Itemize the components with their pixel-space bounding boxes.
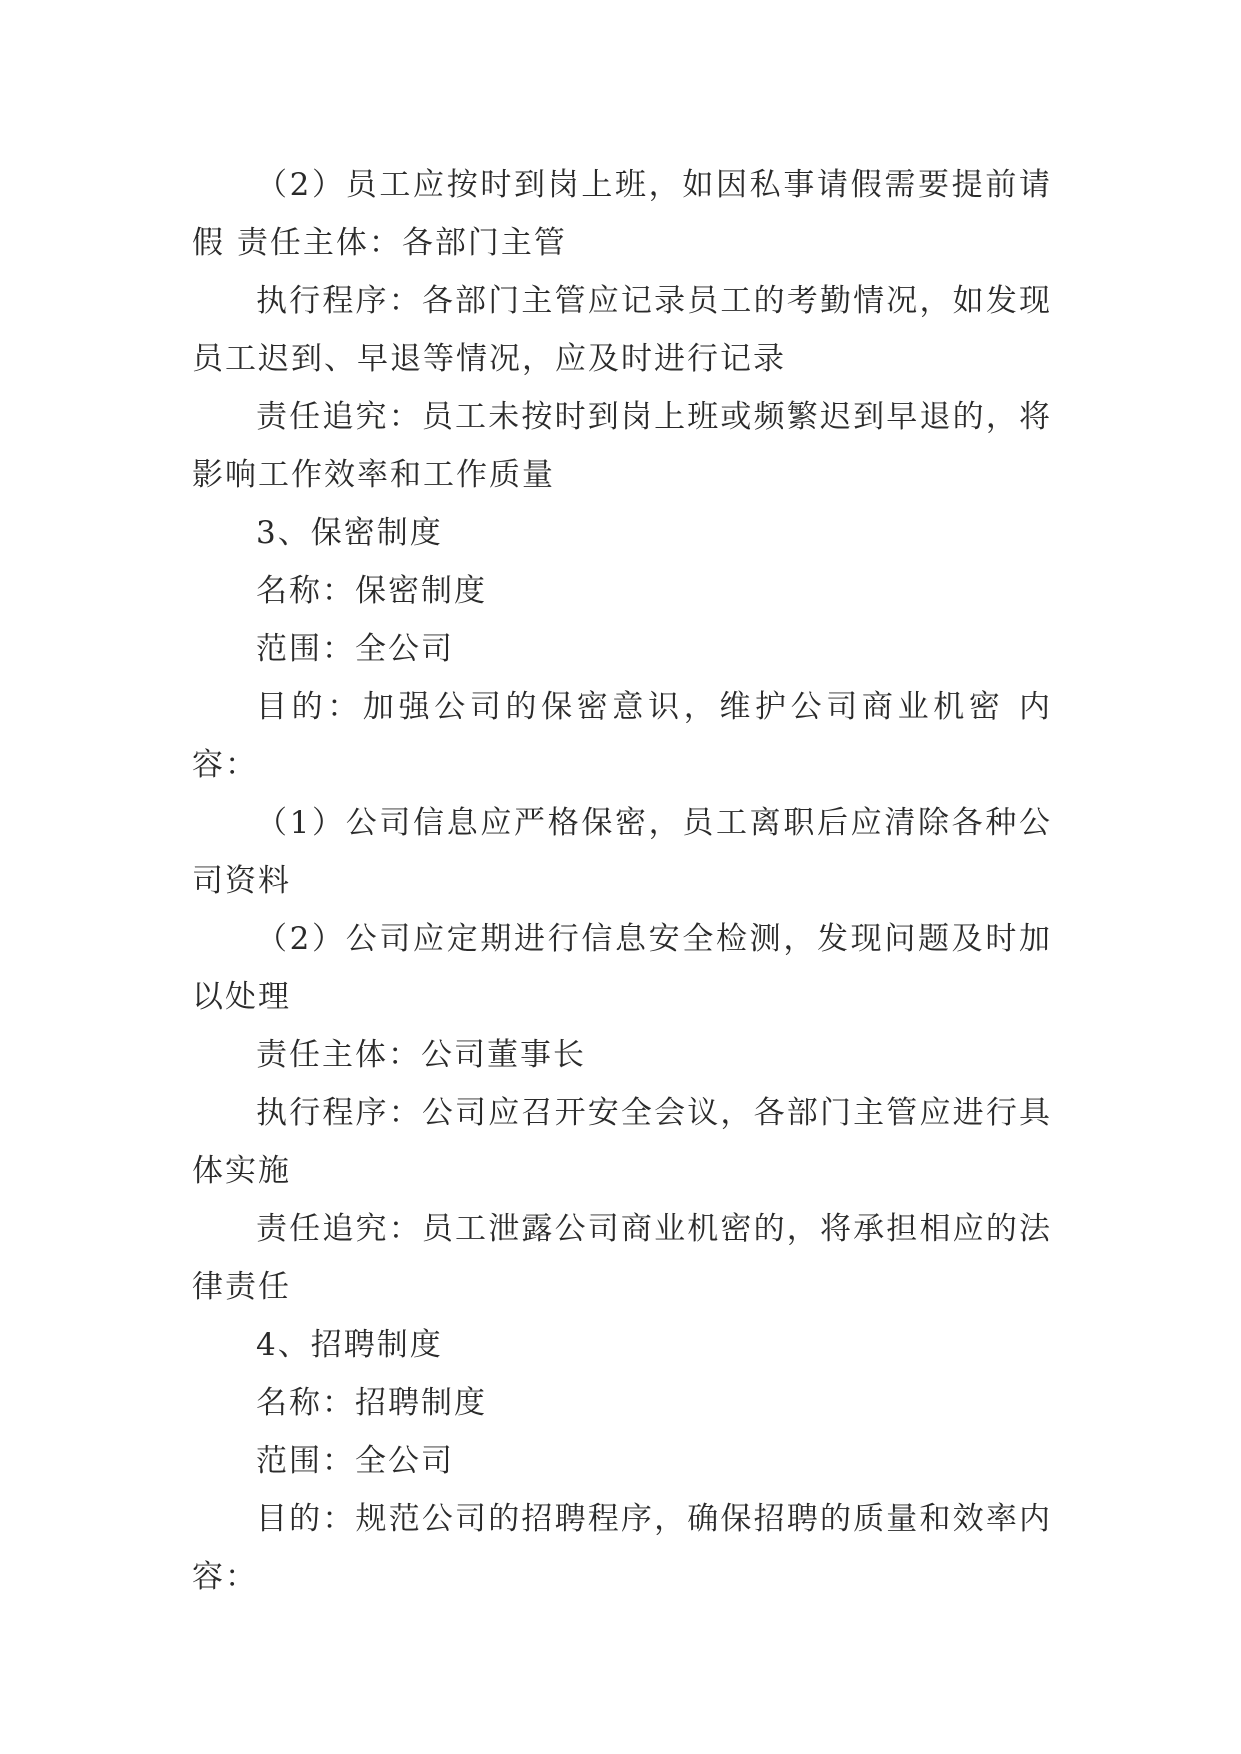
- document-body: [192, 156, 1052, 1606]
- paragraph: 名称：保密制度: [256, 573, 487, 609]
- paragraph: 范围：全公司: [256, 1443, 454, 1479]
- paragraph: 执行程序：公司应召开安全会议，各部门主管应进行具体实施: [192, 1095, 1052, 1189]
- paragraph: 目的：规范公司的招聘程序，确保招聘的质量和效率内容：: [192, 1501, 1052, 1595]
- paragraph: （1）公司信息应严格保密，员工离职后应清除各种公司资料: [192, 805, 1052, 899]
- paragraph: 范围：全公司: [256, 631, 454, 667]
- paragraph: 执行程序：各部门主管应记录员工的考勤情况，如发现员工迟到、早退等情况，应及时进行记录: [192, 283, 1052, 377]
- paragraph: 责任追究：员工泄露公司商业机密的，将承担相应的法律责任: [192, 1211, 1052, 1305]
- section-heading: 3、保密制度: [256, 515, 443, 551]
- section-heading: 4、招聘制度: [256, 1327, 443, 1363]
- paragraph: 责任追究：员工未按时到岗上班或频繁迟到早退的，将影响工作效率和工作质量: [192, 399, 1052, 493]
- paragraph: 目的：加强公司的保密意识，维护公司商业机密 内容：: [192, 689, 1052, 783]
- paragraph: （2）员工应按时到岗上班，如因私事请假需要提前请假 责任主体：各部门主管: [192, 167, 1052, 261]
- paragraph: 责任主体：公司董事长: [256, 1037, 586, 1073]
- paragraph: 名称：招聘制度: [256, 1385, 487, 1421]
- paragraph: （2）公司应定期进行信息安全检测，发现问题及时加以处理: [192, 921, 1052, 1015]
